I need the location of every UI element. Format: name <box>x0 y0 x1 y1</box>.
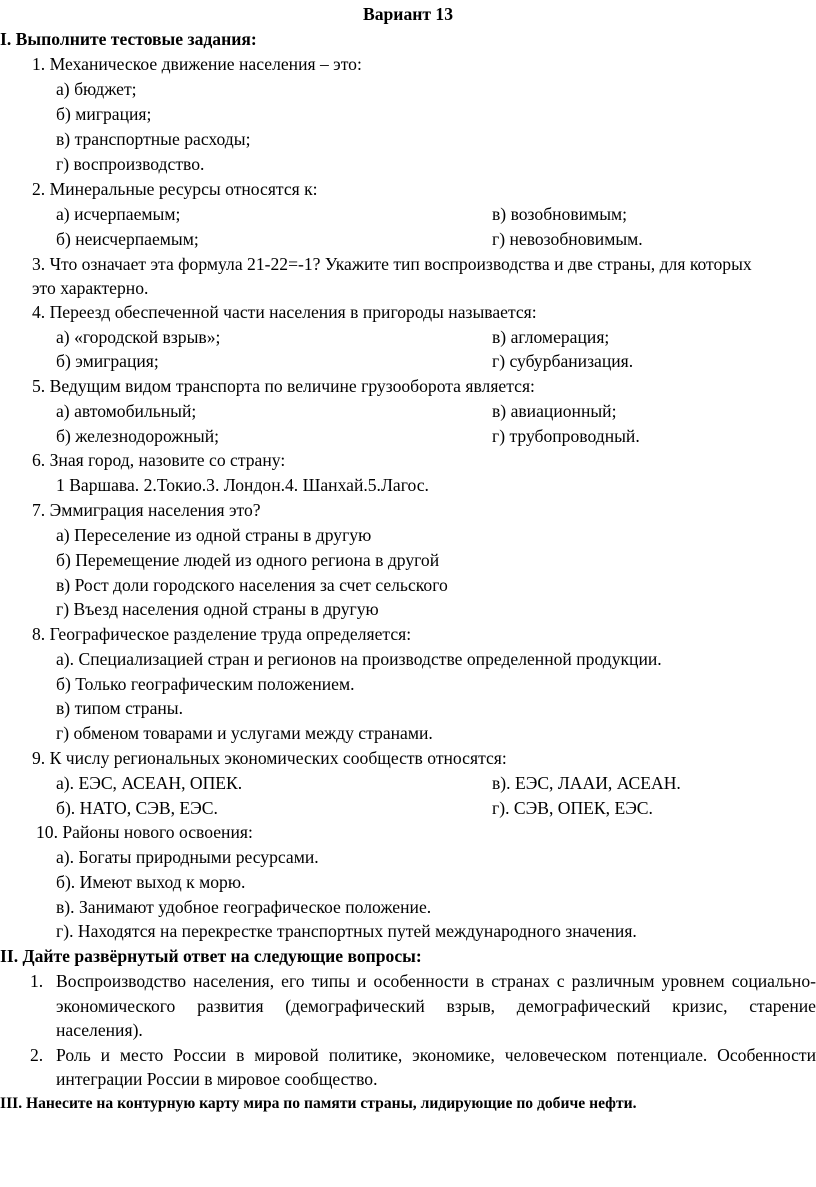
question-3-line-2: это характерно. <box>32 278 149 298</box>
section-3-heading: III. Нанесите на контурную карту мира по памяти страны, лидирующие по добиче нефти. <box>0 1095 637 1112</box>
section-1-heading: I. Выполните тестовые задания: <box>0 29 257 49</box>
q4-option-d: г) субурбанизация. <box>492 351 634 371</box>
essay-2-line-1: Роль и место России в мировой политике, экономике, человеческом потенциале. Особенности <box>56 1045 816 1065</box>
q7-option-c: в) Рост доли городского населения за счет сельского <box>56 575 448 595</box>
question-7: 7. Эммиграция населения это? <box>32 500 261 520</box>
q7-option-a: а) Переселение из одной страны в другую <box>56 525 372 545</box>
question-6: 6. Зная город, назовите со страну: <box>32 450 286 470</box>
page-title: Вариант 13 <box>362 4 454 24</box>
q8-option-b: б) Только географическим положением. <box>56 674 355 694</box>
q1-option-c: в) транспортные расходы; <box>56 129 251 149</box>
question-5: 5. Ведущим видом транспорта по величине грузооборота является: <box>32 376 535 396</box>
question-9: 9. К числу региональных экономических сообществ относятся: <box>32 748 507 768</box>
q5-option-d: г) трубопроводный. <box>492 426 640 446</box>
q4-option-c: в) агломерация; <box>492 327 610 347</box>
question-1: 1. Механическое движение населения – это: <box>32 54 362 74</box>
q1-option-b: б) миграция; <box>56 104 152 124</box>
q4-option-b: б) эмиграция; <box>56 351 159 371</box>
q7-option-d: г) Въезд населения одной страны в другую <box>56 599 379 619</box>
q2-option-d: г) невозобновимым. <box>492 229 643 249</box>
question-4: 4. Переезд обеспеченной части населения в пригороды называется: <box>32 302 537 322</box>
q9-option-c: в). ЕЭС, ЛААИ, АСЕАН. <box>492 773 681 793</box>
question-3-line-1: 3. Что означает эта формула 21-22=-1? Укажите тип воспроизводства и две страны, для которых <box>32 254 752 274</box>
q10-option-a: а). Богаты природными ресурсами. <box>56 847 319 867</box>
section-2-heading: II. Дайте развёрнутый ответ на следующие вопросы: <box>0 946 422 966</box>
q4-option-a: а) «городской взрыв»; <box>56 327 221 347</box>
essay-1-line-3: населения). <box>56 1020 143 1040</box>
q2-option-a: а) исчерпаемым; <box>56 204 181 224</box>
essay-1-line-2: экономического развития (демографический взрыв, демографический кризис, старение <box>56 996 816 1016</box>
q1-option-a: а) бюджет; <box>56 79 137 99</box>
question-2: 2. Минеральные ресурсы относятся к: <box>32 179 318 199</box>
q10-option-b: б). Имеют выход к морю. <box>56 872 246 892</box>
essay-2-number: 2. <box>30 1045 44 1065</box>
essay-1-number: 1. <box>30 971 44 991</box>
q5-option-c: в) авиационный; <box>492 401 617 421</box>
q2-option-b: б) неисчерпаемым; <box>56 229 199 249</box>
question-8: 8. Географическое разделение труда определяется: <box>32 624 412 644</box>
q1-option-d: г) воспроизводство. <box>56 154 205 174</box>
q10-option-c: в). Занимают удобное географическое положение. <box>56 897 432 917</box>
q7-option-b: б) Перемещение людей из одного региона в другой <box>56 550 440 570</box>
essay-2-line-2: интеграции России в мировое сообщество. <box>56 1069 378 1089</box>
essay-1-line-1: Воспроизводство населения, его типы и особенности в странах с различным уровнем социально- <box>56 971 816 991</box>
q8-option-d: г) обменом товарами и услугами между странами. <box>56 723 433 743</box>
q9-option-a: а). ЕЭС, АСЕАН, ОПЕК. <box>56 773 243 793</box>
q10-option-d: г). Находятся на перекрестке транспортных путей международного значения. <box>56 921 637 941</box>
q8-option-a: а). Специализацией стран и регионов на производстве определенной продукции. <box>56 649 662 669</box>
q6-cities: 1 Варшава. 2.Токио.3. Лондон.4. Шанхай.5.Лагос. <box>56 475 429 495</box>
q9-option-b: б). НАТО, СЭВ, ЕЭС. <box>56 798 218 818</box>
q5-option-a: а) автомобильный; <box>56 401 197 421</box>
q9-option-d: г). СЭВ, ОПЕК, ЕЭС. <box>492 798 653 818</box>
question-10: 10. Районы нового освоения: <box>36 822 253 842</box>
q2-option-c: в) возобновимым; <box>492 204 628 224</box>
q8-option-c: в) типом страны. <box>56 698 184 718</box>
q5-option-b: б) железнодорожный; <box>56 426 219 446</box>
